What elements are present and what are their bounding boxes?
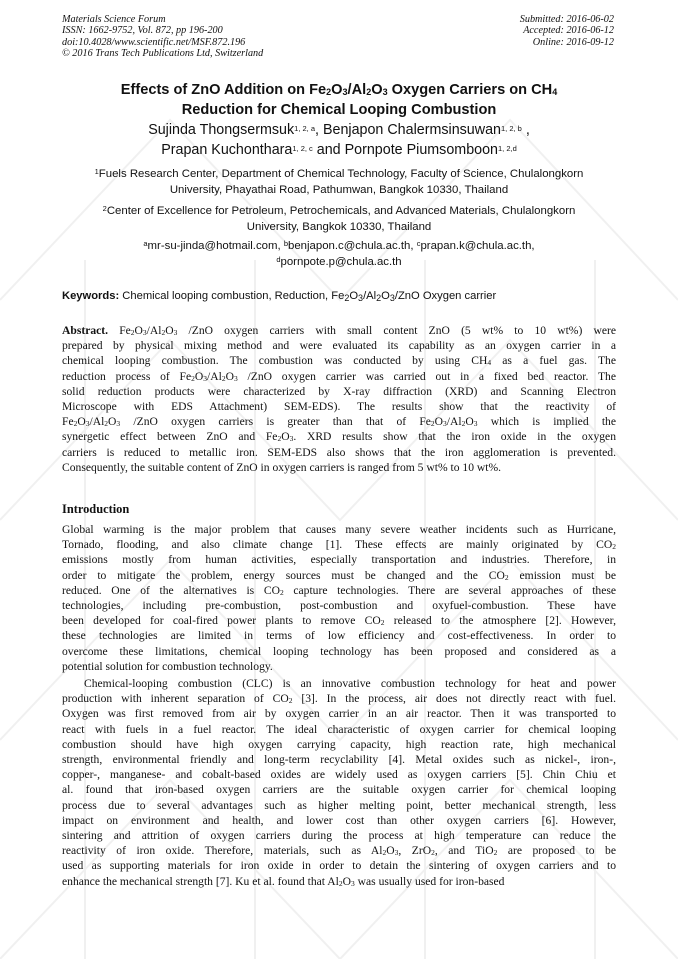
title-line-1: Effects of ZnO Addition on $Fe_2O_3/Al_2O_3$ Oxygen Carriers on $CH_4$ xyxy=(120,82,558,98)
authors-line-2: Prapan Kuchonthara$^{1, 2, c}$ and Pornpote Piumsomboon$^{1, 2,d}$ xyxy=(161,141,517,158)
email-b[interactable]: benjapon.c@chula.ac.th, xyxy=(287,240,417,252)
author-emails: $^a$mr-su-jinda@hotmail.com, $^b$benjapon.c@chula.ac.th, $^c$prapan.k@chula.ac.th, $^d$pornpote.p@chula.ac.th xyxy=(143,239,535,268)
text-line: overcome these limitations, chemical looping technology has been proposed and considered as a xyxy=(62,644,616,658)
introduction-paragraph-2 xyxy=(62,676,616,889)
email-c[interactable]: prapan.k@chula.ac.th, xyxy=(420,240,535,252)
authors-line-1: Sujinda Thongsermsuk$^{1, 2, a}$, Benjapon Chalermsinsuwan$^{1, 2, b}$ , xyxy=(148,122,530,138)
text-line: enhance the mechanical strength [7]. Ku et al. found that $Al_2O_3$ was usually used for iron-based xyxy=(62,874,505,888)
abstract-label: Abstract. xyxy=(62,324,109,337)
journal-name: Materials Science Forum xyxy=(62,14,166,25)
text-line: strength, environmental friendly and long-term recyclability [4]. Metal oxides such as nickel-, iron-, xyxy=(62,753,616,767)
author-list xyxy=(62,121,616,160)
email-d[interactable]: pornpote.p@chula.ac.th xyxy=(280,256,402,268)
text-line: emissions mostly from human activities, especially transportation and industries. Therefore, in xyxy=(62,553,616,567)
text-line: react with fuels in a fuel reactor. The ideal characteristic of oxygen carrier for chemical looping xyxy=(62,722,616,736)
doi-line: doi:10.4028/www.scientific.net/MSF.872.196 xyxy=(62,36,246,48)
text-line: production with inherent separation of $CO_2$ [3]. In the process, air does not directly react with fuel. xyxy=(62,692,616,706)
text-line: used as supporting materials for iron oxide in order to detain the sintering of oxygen carriers and to xyxy=(62,859,616,873)
introduction-paragraph-1 xyxy=(62,522,616,674)
text-line: impact on environment and health, and lower cost than other oxygen carriers [6]. However, xyxy=(62,813,616,827)
text-line: al. found that iron-based oxygen carriers are the suitable oxygen carrier for chemical looping xyxy=(62,783,616,797)
affiliation-1: $^1$Fuels Research Center, Department of Chemical Technology, Faculty of Science, Chulalongkorn University, Phayathai Road, Pathumwan, Bangkok 10330, Thailand xyxy=(94,167,584,196)
text-line: order to mitigate the problem, energy sources must be changed and the $CO_2$ emission must be xyxy=(62,568,616,582)
text-line: technologies, including pre-combustion, post-combustion and oxyfuel-combustion. These have xyxy=(62,599,616,613)
affiliation-2: $^2$Center of Excellence for Petroleum, Petrochemicals, and Advanced Materials, Chulalongkorn University, Bangkok 10330, Thailand xyxy=(102,204,576,233)
issn-line: ISSN: 1662-9752, Vol. 872, pp 196-200 xyxy=(62,25,223,37)
journal-info xyxy=(62,14,263,60)
abstract: Abstract. $Fe_2O_3/Al_2O_3$ /ZnO oxygen carriers with small content ZnO (5 wt% to 10 wt%) were prepared by physical mixing method and were evaluated its capability as an oxygen carrier in a chemical looping combustion. The combustion was conducted by using $CH_4$ as a fuel gas. The reduction process of $Fe_2O_3/Al_2O_3$ /ZnO oxygen carrier was carried out in a fixed bed reactor. The solid reduction products were characterized by X-ray diffraction (XRD) and Scanning Electron Microscope with EDS Attachment) SEM-EDS). The results show that the reactivity of $Fe_2O_3/Al_2O_3$ /ZnO oxygen carriers is greater than that of $Fe_2O_3/Al_2O_3$ which is implied the synergetic effect between ZnO and $Fe_2O_3$. XRD results show that the iron oxide in the oxygen carriers is reduced to metallic iron. SEM-EDS also shows that the iron agglomeration is prevented. Consequently, the suitable content of ZnO in oxygen carriers is ranged from 5 wt% to 10 wt%. xyxy=(62,324,617,474)
text-line: reactivity of iron oxide. Therefore, materials, such as $Al_2O_3$, ZrO$_2$, and TiO$_2$ are proposed to be xyxy=(62,844,616,858)
paper-title xyxy=(62,80,616,120)
publication-dates xyxy=(520,14,614,48)
text-line: Chemical-looping combustion (CLC) is an innovative combustion technology for heat and power xyxy=(84,677,616,690)
text-line: been developed for coal-fired power plants to remove $CO_2$ released to the atmosphere [2]. However, xyxy=(62,614,616,628)
text-line: copper-, manganese- and cobalt-based oxides are widely used as oxygen carriers [5]. Chin Chiu et xyxy=(62,768,616,782)
text-line: these technologies are limited in terms of low efficiency and cost-effectiveness. In order to xyxy=(62,629,616,643)
text-line: sintering and attrition of oxygen carriers during the process at high temperature can reduce the xyxy=(62,829,616,843)
accepted-date: Accepted: 2016-06-12 xyxy=(523,25,614,37)
text-line: process due to several advantages such as higher melting point, better mechanical strength, less xyxy=(62,798,616,812)
keywords: Keywords: Chemical looping combustion, Reduction, $Fe_2O_3/Al_2O_3$/ZnO Oxygen carrier xyxy=(62,290,497,303)
submitted-date: Submitted: 2016-06-02 xyxy=(519,14,614,25)
copyright-line: © 2016 Trans Tech Publications Ltd, Switzerland xyxy=(62,48,264,60)
text-line: potential solution for combustion technology. xyxy=(62,659,273,673)
section-heading-introduction: Introduction xyxy=(62,502,130,516)
text-line: Global warming is the major problem that causes many severe weather incidents such as Hurricane, xyxy=(62,523,616,536)
text-line: reduced. One of the alternatives is $CO_2$ capture technologies. There are several approaches of these xyxy=(62,583,616,597)
text-line: combustion should have high oxygen carrying capacity, high reaction rate, high mechanical xyxy=(62,737,616,751)
text-line: Tornado, flooding, and also climate change [1]. These effects are mainly originated by $CO_2$ xyxy=(62,538,616,552)
keywords-label: Keywords: xyxy=(62,290,120,302)
title-line-2: Reduction for Chemical Looping Combustion xyxy=(181,102,497,118)
text-line: Oxygen was first removed from air by oxygen carrier in an air reactor. Then it was transported to xyxy=(62,707,616,721)
online-date: Online: 2016-09-12 xyxy=(532,36,614,48)
email-a[interactable]: mr-su-jinda@hotmail.com, xyxy=(147,240,284,252)
